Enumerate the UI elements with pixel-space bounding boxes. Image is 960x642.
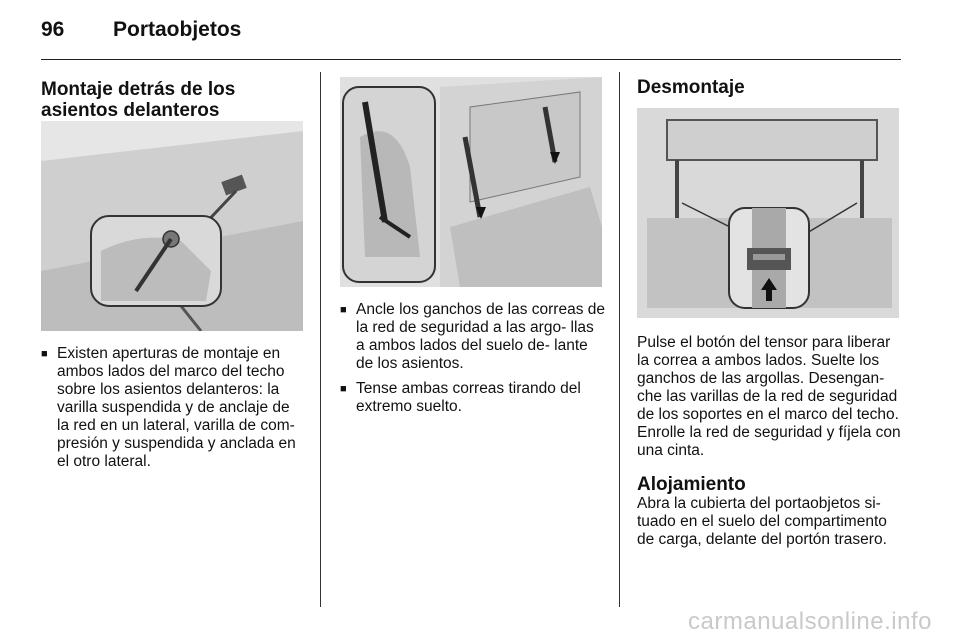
- column-1-text: [41, 345, 306, 478]
- column-3-text: [637, 334, 905, 549]
- page-number: 96: [41, 18, 65, 41]
- figure-removal: [637, 108, 899, 318]
- section-heading-montaje: Montaje detrás de los asientos delanteros: [41, 79, 236, 121]
- alojamiento-paragraph: Abra la cubierta del portaobjetos si- tuado en el suelo del compartimento de carga, delante del portón trasero.: [637, 495, 887, 548]
- bullet-list: [41, 345, 306, 471]
- floor-straps-illustration: [340, 77, 602, 287]
- section-heading-desmontaje: Desmontaje: [637, 77, 745, 98]
- desmontaje-paragraph: Pulse el botón del tensor para liberar la correa a ambos lados. Suelte los ganchos de las argollas. Desengan- che las varillas de la red de seguridad de los soportes en el marco del techo. Enrolle la red de seguridad y fíjela con una cinta.: [637, 334, 901, 459]
- figure-floor-straps: [340, 77, 602, 287]
- section-heading-alojamiento: Alojamiento: [637, 474, 746, 495]
- column-divider-2: [619, 72, 620, 607]
- roof-mount-illustration: [41, 121, 303, 331]
- column-1: [41, 79, 306, 121]
- page-title: Portaobjetos: [113, 18, 242, 41]
- figure-roof-mount: [41, 121, 303, 331]
- page-header: [41, 18, 901, 48]
- list-item: ■ Existen aperturas de montaje en ambos lados del marco del techo sobre los asientos delanteros: la varilla suspendida y de anclaje de la red en un lateral, varilla de com- presión y suspendida y anclada en el otro lateral.: [41, 345, 306, 471]
- column-3: [637, 77, 902, 98]
- bullet-list: [340, 301, 605, 416]
- header-divider: [41, 59, 901, 60]
- removal-illustration: [637, 108, 899, 318]
- column-2-text: [340, 301, 605, 423]
- column-divider-1: [320, 72, 321, 607]
- list-item: ■ Tense ambas correas tirando del extremo suelto.: [340, 380, 605, 416]
- list-item: ■ Ancle los ganchos de las correas de la red de seguridad a las argo- llas a ambos lados del suelo de- lante de los asientos.: [340, 301, 605, 373]
- watermark-text: carmanualsonline.info: [688, 608, 932, 635]
